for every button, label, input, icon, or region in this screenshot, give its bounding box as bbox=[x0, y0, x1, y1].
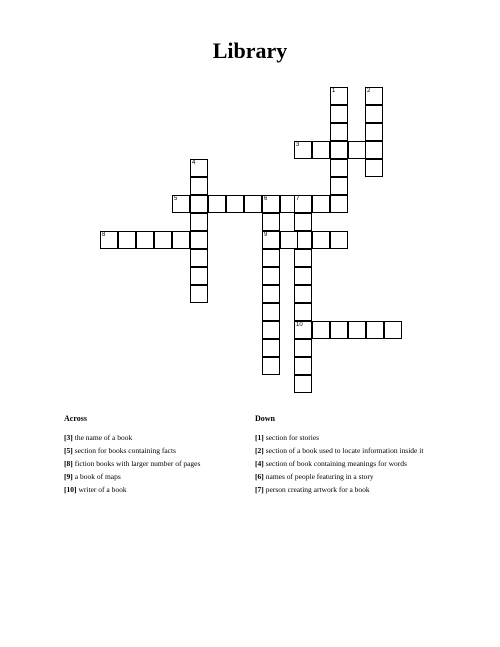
crossword-cell[interactable] bbox=[262, 195, 280, 213]
crossword-cell[interactable] bbox=[348, 141, 366, 159]
clue-across-8 bbox=[64, 459, 244, 468]
crossword-cell[interactable] bbox=[312, 231, 330, 249]
crossword-cell[interactable] bbox=[190, 213, 208, 231]
clue-down-2 bbox=[255, 446, 435, 455]
clue-number: [4] bbox=[255, 459, 264, 468]
crossword-cell[interactable] bbox=[262, 303, 280, 321]
crossword-cell[interactable] bbox=[190, 231, 208, 249]
clue-down-7 bbox=[255, 485, 435, 494]
cell-number: 4 bbox=[192, 160, 196, 166]
crossword-cell[interactable] bbox=[294, 141, 312, 159]
crossword-cell[interactable] bbox=[294, 339, 312, 357]
across-heading: Across bbox=[64, 414, 87, 423]
cell-number: 9 bbox=[264, 232, 268, 238]
clue-across-10 bbox=[64, 485, 244, 494]
clue-number: [1] bbox=[255, 433, 264, 442]
clue-number: [7] bbox=[255, 485, 264, 494]
cell-number: 3 bbox=[296, 142, 300, 148]
down-heading: Down bbox=[255, 414, 276, 423]
crossword-cell[interactable] bbox=[154, 231, 172, 249]
crossword-cell[interactable] bbox=[262, 249, 280, 267]
crossword-cell[interactable] bbox=[365, 105, 383, 123]
crossword-cell[interactable] bbox=[312, 321, 330, 339]
clue-number: [9] bbox=[64, 472, 73, 481]
crossword-cell[interactable] bbox=[172, 195, 190, 213]
crossword-cell[interactable] bbox=[294, 303, 312, 321]
clue-text: section of book containing meanings for words bbox=[265, 459, 407, 468]
clue-number: [3] bbox=[64, 433, 73, 442]
crossword-cell[interactable] bbox=[294, 321, 312, 339]
crossword-cell[interactable] bbox=[280, 231, 298, 249]
across-clues bbox=[64, 414, 244, 498]
crossword-cell[interactable] bbox=[190, 285, 208, 303]
crossword-cell[interactable] bbox=[190, 249, 208, 267]
crossword-cell[interactable] bbox=[365, 87, 383, 105]
crossword-cell[interactable] bbox=[244, 195, 262, 213]
crossword-cell[interactable] bbox=[365, 159, 383, 177]
crossword-cell[interactable] bbox=[294, 195, 312, 213]
crossword-cell[interactable] bbox=[330, 159, 348, 177]
crossword-cell[interactable] bbox=[294, 249, 312, 267]
crossword-cell[interactable] bbox=[208, 195, 226, 213]
crossword-cell[interactable] bbox=[312, 141, 330, 159]
crossword-cell[interactable] bbox=[262, 285, 280, 303]
crossword-cell[interactable] bbox=[330, 231, 348, 249]
page-title: Library bbox=[212, 38, 288, 63]
clue-text: section of a book used to locate information inside it bbox=[265, 446, 424, 455]
clue-number: [10] bbox=[64, 485, 77, 494]
crossword-cell[interactable] bbox=[330, 105, 348, 123]
crossword-cell[interactable] bbox=[190, 177, 208, 195]
clue-across-5 bbox=[64, 446, 244, 455]
clue-text: writer of a book bbox=[78, 485, 127, 494]
cell-number: 7 bbox=[296, 196, 300, 202]
crossword-cell[interactable] bbox=[294, 267, 312, 285]
clue-down-4 bbox=[255, 459, 435, 468]
crossword-cell[interactable] bbox=[262, 339, 280, 357]
clue-number: [2] bbox=[255, 446, 264, 455]
crossword-cell[interactable] bbox=[294, 357, 312, 375]
crossword-cell[interactable] bbox=[190, 159, 208, 177]
clue-number: [5] bbox=[64, 446, 73, 455]
cell-number: 1 bbox=[332, 88, 336, 94]
cell-number: 5 bbox=[174, 196, 178, 202]
crossword-cell[interactable] bbox=[330, 195, 348, 213]
crossword-cell[interactable] bbox=[312, 195, 330, 213]
clue-text: a book of maps bbox=[74, 472, 121, 481]
clue-text: fiction books with larger number of pages bbox=[74, 459, 201, 468]
cell-number: 2 bbox=[367, 88, 371, 94]
clue-down-1 bbox=[255, 433, 435, 442]
crossword-cell[interactable] bbox=[366, 321, 384, 339]
clue-across-3 bbox=[64, 433, 244, 442]
crossword-cell[interactable] bbox=[330, 123, 348, 141]
crossword-cell[interactable] bbox=[330, 141, 348, 159]
clue-text: person creating artwork for a book bbox=[265, 485, 370, 494]
clue-number: [6] bbox=[255, 472, 264, 481]
crossword-cell[interactable] bbox=[136, 231, 154, 249]
crossword-cell[interactable] bbox=[262, 231, 280, 249]
crossword-cell[interactable] bbox=[190, 267, 208, 285]
crossword-cell[interactable] bbox=[294, 285, 312, 303]
cell-number: 10 bbox=[296, 322, 303, 328]
crossword-cell[interactable] bbox=[294, 375, 312, 393]
crossword-cell[interactable] bbox=[330, 321, 348, 339]
crossword-cell[interactable] bbox=[118, 231, 136, 249]
crossword-cell[interactable] bbox=[190, 195, 208, 213]
clue-down-6 bbox=[255, 472, 435, 481]
crossword-cell[interactable] bbox=[365, 141, 383, 159]
crossword-cell[interactable] bbox=[226, 195, 244, 213]
clue-number: [8] bbox=[64, 459, 73, 468]
crossword-cell[interactable] bbox=[262, 267, 280, 285]
down-clues bbox=[255, 414, 435, 498]
crossword-cell[interactable] bbox=[294, 213, 312, 231]
clue-text: names of people featuring in a story bbox=[265, 472, 374, 481]
crossword-cell[interactable] bbox=[384, 321, 402, 339]
crossword-cell[interactable] bbox=[348, 321, 366, 339]
crossword-cell[interactable] bbox=[262, 213, 280, 231]
cell-number: 6 bbox=[264, 196, 268, 202]
crossword-cell[interactable] bbox=[330, 177, 348, 195]
crossword-cell[interactable] bbox=[262, 321, 280, 339]
crossword-cell[interactable] bbox=[100, 231, 118, 249]
crossword-cell[interactable] bbox=[365, 123, 383, 141]
clue-across-9 bbox=[64, 472, 244, 481]
clue-text: section for books containing facts bbox=[74, 446, 176, 455]
clue-text: section for stories bbox=[265, 433, 320, 442]
clue-text: the name of a book bbox=[74, 433, 133, 442]
cell-number: 8 bbox=[102, 232, 106, 238]
crossword-cell[interactable] bbox=[172, 231, 190, 249]
crossword-cell[interactable] bbox=[262, 357, 280, 375]
crossword-cell[interactable] bbox=[330, 87, 348, 105]
